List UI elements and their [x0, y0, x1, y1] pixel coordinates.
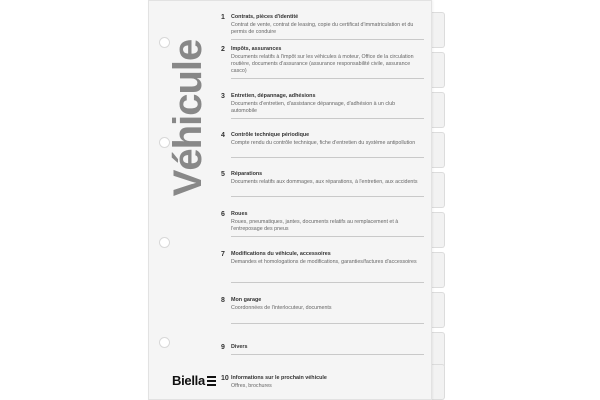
entry-rule [231, 354, 424, 355]
entry-description: Compte rendu du contrôle technique, fiche d'entretien du système antipollution [231, 140, 416, 146]
punch-hole [159, 237, 170, 248]
entry-rule [231, 78, 424, 79]
entry-number: 3 [221, 93, 225, 100]
entry-rule [231, 39, 424, 40]
entry-title: Entretien, dépannage, adhésions [231, 93, 316, 99]
entry-rule [231, 196, 424, 197]
entry-description: Contrat de vente, contrat de leasing, copie du certificat d'immatriculation et du permis de conduire [231, 22, 414, 35]
entry-description: Demandes et homologations de modifications, garanties/factures d'accessoires [231, 259, 417, 265]
entry-title: Contrats, pièces d'identité [231, 14, 299, 20]
entry-title: Réparations [231, 171, 263, 177]
entry-description: Documents relatifs à l'impôt sur les véhicules à moteur, Office de la circulation routière, documents d'assurance (assurance responsabilité civile, assurance casco) [231, 54, 414, 74]
entry-description: Roues, pneumatiques, jantes, documents relatifs au remplacement et à l'entreposage des pneus [231, 219, 399, 232]
entry-number: 6 [221, 211, 225, 218]
entry-title: Modifications du véhicule, accessoires [231, 251, 331, 257]
vertical-title: Véhicule [166, 39, 210, 197]
brand-mark-icon [207, 376, 216, 386]
entry-number: 5 [221, 171, 225, 178]
entry-rule [231, 118, 424, 119]
entry-rule [231, 236, 424, 237]
entry-rule [231, 323, 424, 324]
entry-title: Impôts, assurances [231, 46, 282, 52]
entry-description: Offres, brochures [231, 383, 272, 389]
brand-logo [172, 373, 216, 388]
entry-title: Divers [231, 344, 248, 350]
entry-number: 1 [221, 14, 225, 21]
entry-number: 4 [221, 132, 225, 139]
entry-number: 2 [221, 46, 225, 53]
entry-title: Contrôle technique périodique [231, 132, 310, 138]
entry-description: Coordonnées de l'interlocuteur, documents [231, 305, 332, 311]
entry-description: Documents d'entretien, d'assistance dépannage, d'adhésion à un club automobile [231, 101, 396, 114]
entry-rule [231, 157, 424, 158]
entry-rule [231, 282, 424, 283]
entry-number: 7 [221, 251, 225, 258]
entry-title: Mon garage [231, 297, 262, 303]
brand-name: Biella [172, 373, 205, 388]
entry-number: 8 [221, 297, 225, 304]
entry-description: Documents relatifs aux dommages, aux réparations, à l'entretien, aux accidents [231, 179, 418, 185]
entry-title: Roues [231, 211, 248, 217]
entry-number: 10 [221, 375, 229, 382]
entry-number: 9 [221, 344, 225, 351]
entry-title: Informations sur le prochain véhicule [231, 375, 327, 381]
punch-hole [159, 337, 170, 348]
